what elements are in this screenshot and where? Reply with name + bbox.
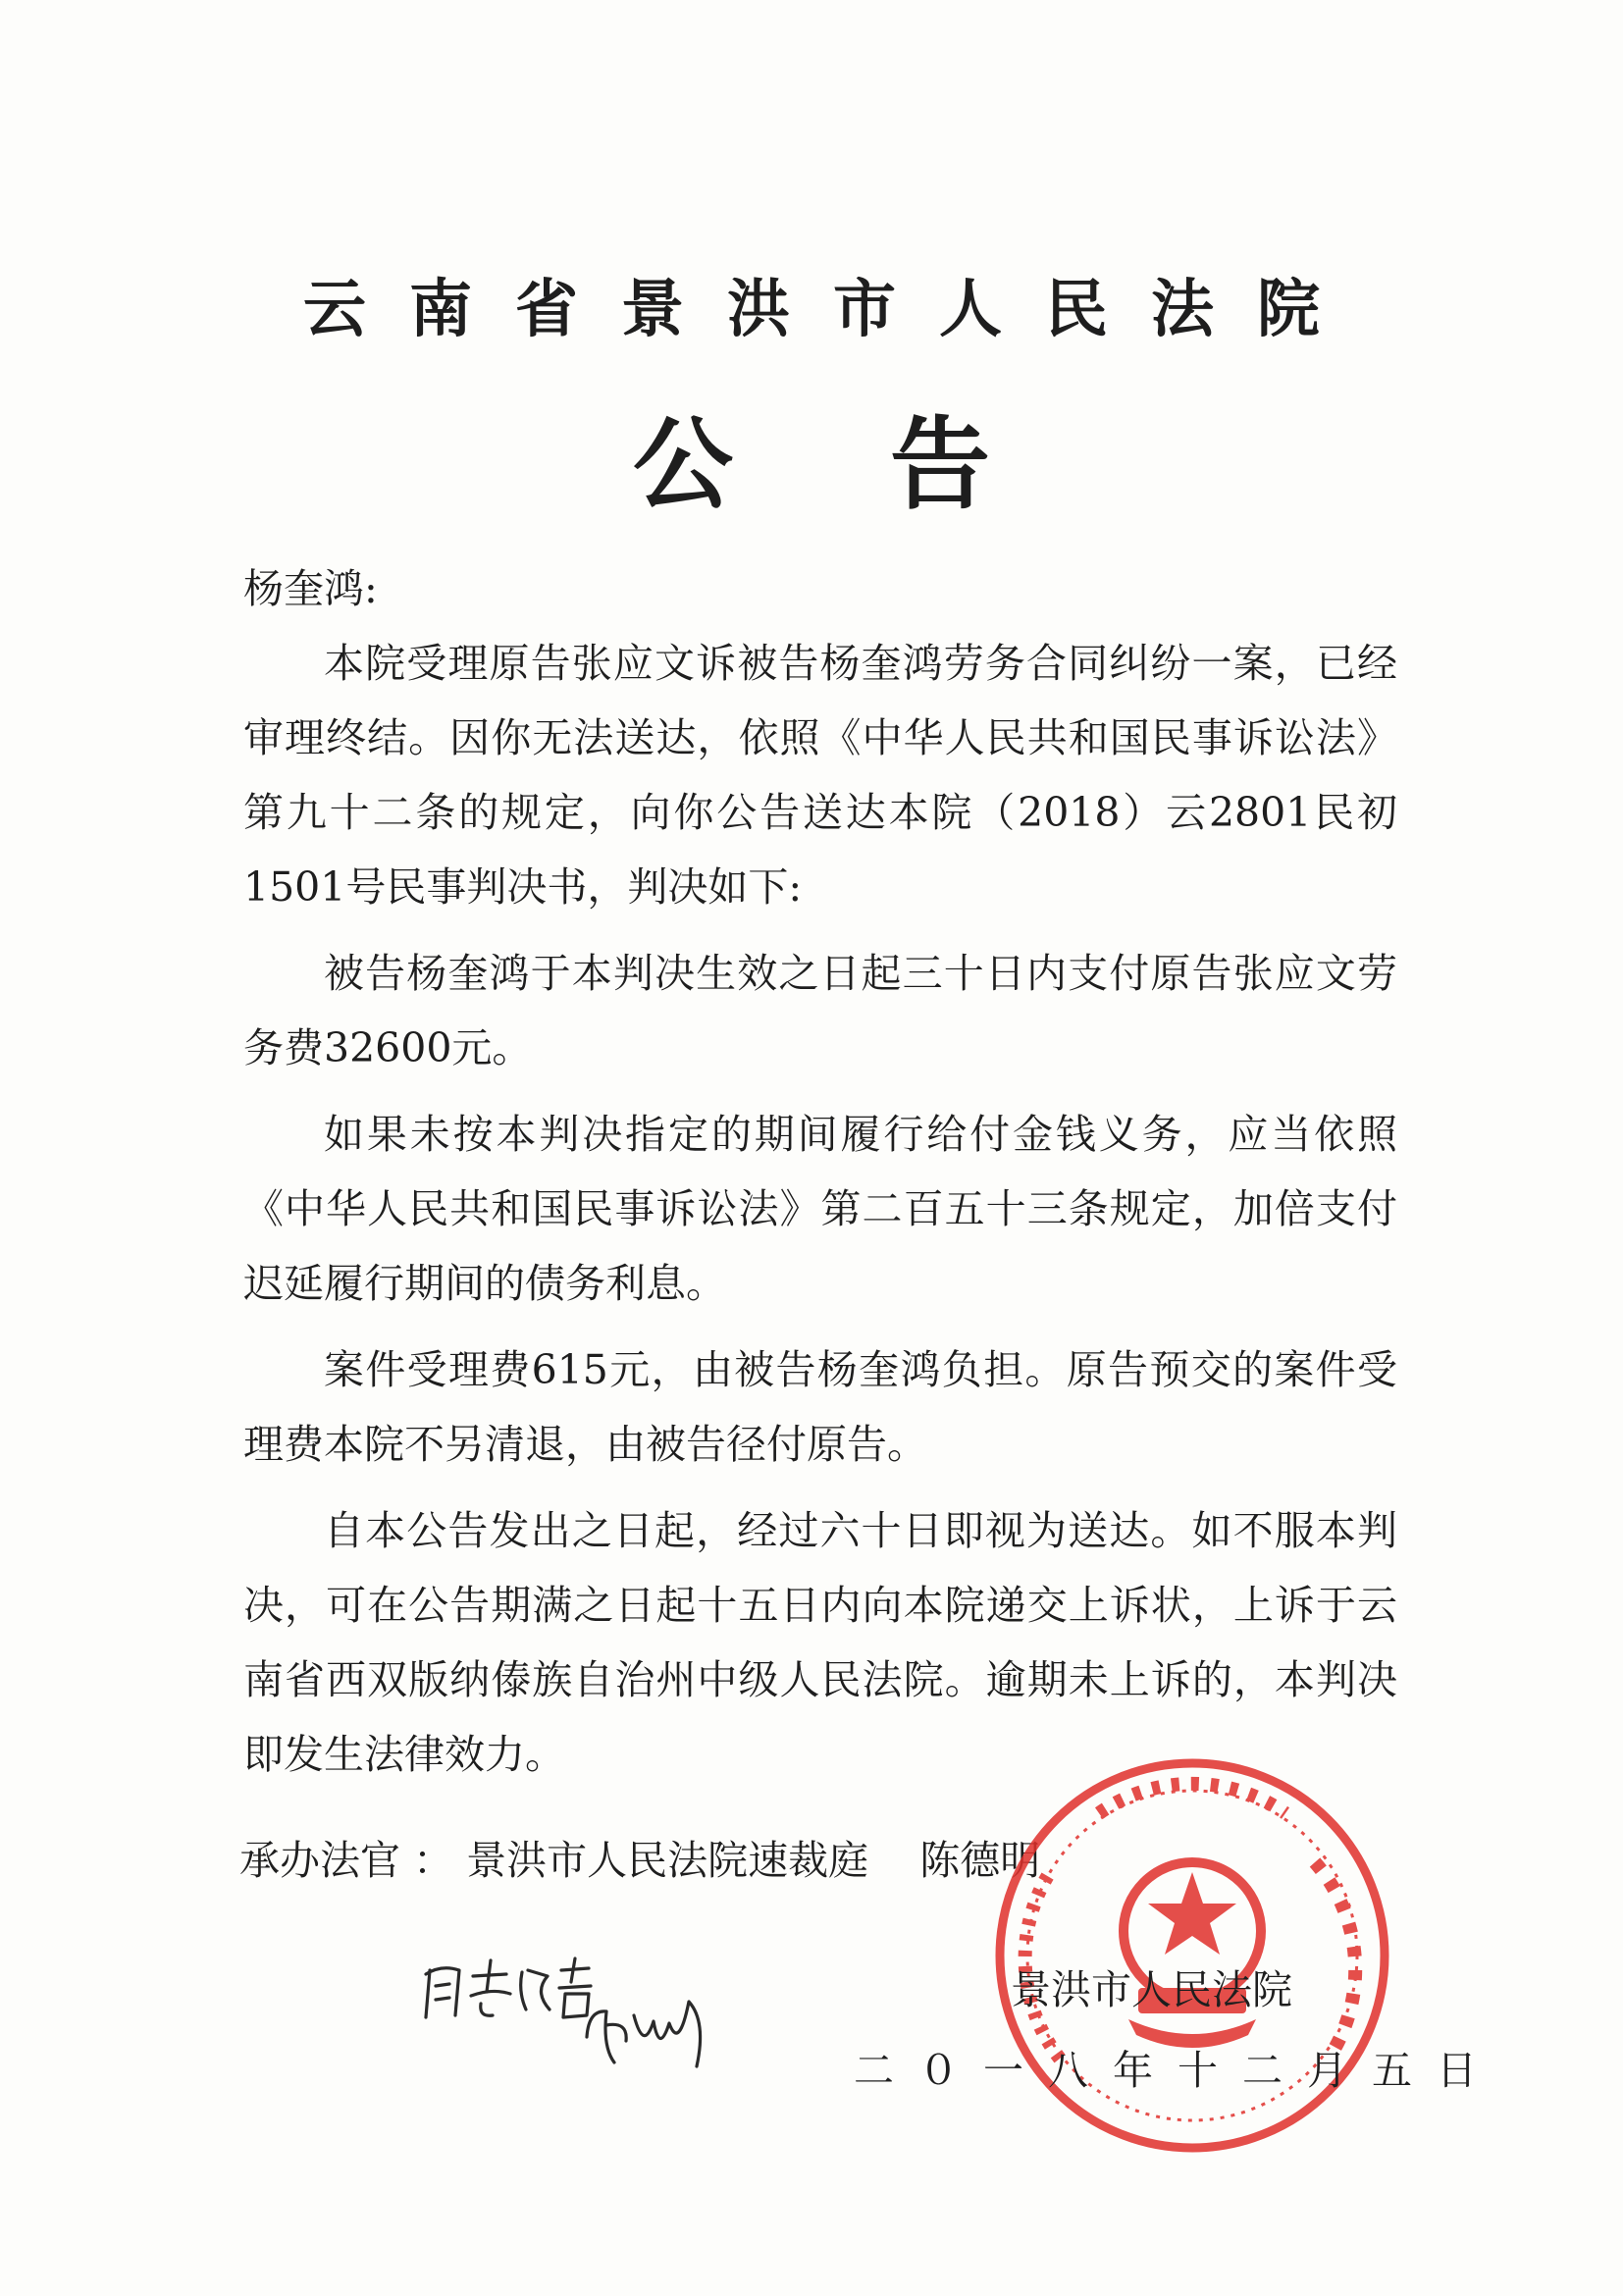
paragraph-late-interest: 如果未按本判决指定的期间履行给付金钱义务，应当依照《中华人民共和国民事诉讼法》第二百五十三条规定，加倍支付迟延履行期间的债务利息。 [243, 1111, 1397, 1307]
notice-title: 公告 [633, 407, 1147, 524]
handwritten-signature [412, 1931, 736, 2078]
judge-label: 承办法官 [239, 1837, 400, 1884]
addressee: 杨奎鸿: [243, 565, 378, 612]
paragraph-judgment: 被告杨奎鸿于本判决生效之日起三十日内支付原告张应文劳务费32600元。 [243, 950, 1397, 1071]
judge-line [239, 1823, 1040, 1898]
judge-separator: ： [413, 1837, 454, 1884]
paragraph-service-appeal: 自本公告发出之日起，经过六十日即视为送达。如不服本判决，可在公告期满之日起十五日内向本院递交上诉状，上诉于云南省西双版纳傣族自治州中级人民法院。逾期未上诉的，本判决即发生法律效力。 [243, 1507, 1397, 1778]
paragraph-fee: 案件受理费615元，由被告杨奎鸿负担。原告预交的案件受理费本院不另清退，由被告径付原告。 [243, 1346, 1397, 1468]
court-name: 云南省景洪市人民法院 [303, 274, 1363, 346]
issue-date: 二０一八年十二月五日 [854, 2047, 1501, 2094]
notice-body [243, 551, 1397, 1792]
judge-value: 景洪市人民法院速裁庭 陈德明 [466, 1837, 1041, 1884]
paragraph-case-intro: 本院受理原告张应文诉被告杨奎鸿劳务合同纠纷一案，已经审理终结。因你无法送达，依照《中华人民共和国民事诉讼法》第九十二条的规定，向你公告送达本院（2018）云2801民初1501号民事判决书，判决如下: [243, 640, 1397, 911]
issuing-court: 景洪市人民法院 [1011, 1966, 1292, 2013]
